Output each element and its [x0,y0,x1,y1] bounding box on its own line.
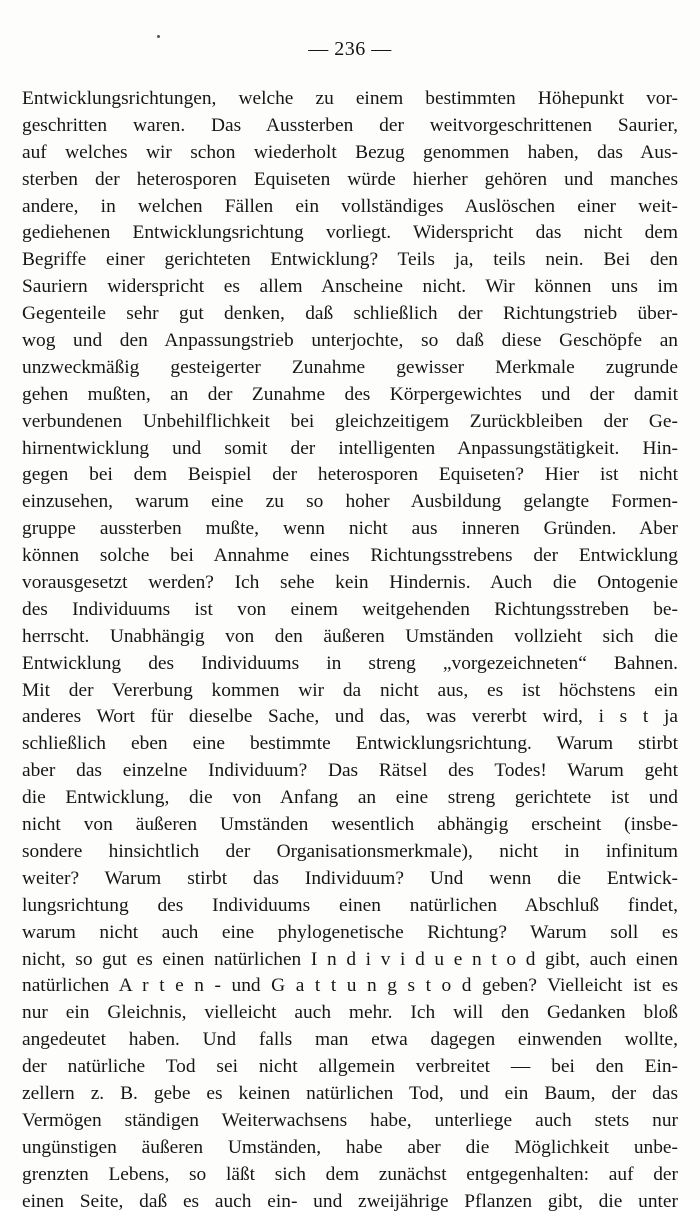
text-line-16: einzusehen, warum eine zu so hoher Ausbildung gelangte Formen- [22,491,678,513]
text-line-32: warum nicht auch eine phylogenetische Richtung? Warum soll es [22,921,678,943]
text-line-12: gehen mußten, an der Zunahme des Körpergewichtes und der damit [22,383,678,405]
text-line-24: anderes Wort für dieselbe Sache, und das, was vererbt wird, i s t ja [22,706,678,728]
text-line-36: angedeutet haben. Und falls man etwa dagegen einwenden wollte, [22,1029,678,1051]
text-line-38: zellern z. B. gebe es keinen natürlichen Tod, und ein Baum, der das [22,1082,678,1104]
text-line-8: Sauriern widerspricht es allem Anscheine nicht. Wir können uns im [22,276,678,298]
text-line-35: nur ein Gleichnis, vielleicht auch mehr. Ich will den Gedanken bloß [22,1002,678,1024]
text-line-40: ungünstigen äußeren Umständen, habe aber die Möglichkeit unbe- [22,1136,678,1158]
text-line-17: gruppe aussterben mußte, wenn nicht aus inneren Gründen. Aber [22,518,678,540]
text-line-23: Mit der Vererbung kommen wir da nicht aus, es ist höchstens ein [22,679,678,701]
text-line-19: vorausgesetzt werden? Ich sehe kein Hindernis. Auch die Ontogenie [22,572,678,594]
text-line-9: Gegenteile sehr gut denken, daß schließlich der Richtungstrieb über- [22,303,678,325]
text-line-29: sondere hinsichtlich der Organisationsmerkmale), nicht in infinitum [22,840,678,862]
text-line-33: nicht, so gut es einen natürlichen I n d i v i d u e n t o d gibt, auch einen [22,948,678,970]
text-line-34: natürlichen A r t e n - und G a t t u n g s t o d geben? Vielleicht ist es [22,975,678,997]
text-line-41: grenzten Lebens, so läßt sich dem zunächst entgegenhalten: auf der [22,1163,678,1185]
text-line-3: auf welches wir schon wiederholt Bezug genommen haben, das Aus- [22,141,678,163]
text-line-28: nicht von äußeren Umständen wesentlich abhängig erscheint (insbe- [22,814,678,836]
text-line-25: schließlich eben eine bestimmte Entwicklungsrichtung. Warum stirbt [22,733,678,755]
text-line-6: gediehenen Entwicklungsrichtung vorliegt. Widerspricht das nicht dem [22,222,678,244]
text-line-14: hirnentwicklung und somit der intelligenten Anpassungstätigkeit. Hin- [22,437,678,459]
text-line-26: aber das einzelne Individuum? Das Rätsel des Todes! Warum geht [22,760,678,782]
text-line-21: herrscht. Unabhängig von den äußeren Umständen vollzieht sich die [22,625,678,647]
text-line-37: der natürliche Tod sei nicht allgemein verbreitet — bei den Ein- [22,1056,678,1078]
text-line-39: Vermögen ständigen Weiterwachsens habe, unterliege auch stets nur [22,1109,678,1131]
page-number: — 236 — [308,38,392,60]
text-line-2: geschritten waren. Das Aussterben der weitvorgeschrittenen Saurier, [22,114,678,136]
text-line-18: können solche bei Annahme eines Richtungsstrebens der Entwicklung [22,545,678,567]
text-line-1: Entwicklungsrichtungen, welche zu einem bestimmten Höhepunkt vor- [22,88,678,109]
text-line-5: andere, in welchen Fällen ein vollständiges Auslöschen einer weit- [22,195,678,217]
text-line-13: verbundenen Unbehilflichkeit bei gleichzeitigem Zurückbleiben der Ge- [22,410,678,432]
text-line-7: Begriffe einer gerichteten Entwicklung? Teils ja, teils nein. Bei den [22,249,678,271]
body-text [22,86,678,1215]
text-line-20: des Individuums ist von einem weitgehenden Richtungsstreben be- [22,598,678,620]
text-line-27: die Entwicklung, die von Anfang an eine streng gerichtete ist und [22,787,678,809]
text-line-10: wog und den Anpassungstrieb unterjochte, so daß diese Geschöpfe an [22,330,678,352]
text-line-4: sterben der heterosporen Equiseten würde hierher gehören und manches [22,168,678,190]
text-line-30: weiter? Warum stirbt das Individuum? Und wenn die Entwick- [22,867,678,889]
text-line-15: gegen bei dem Beispiel der heterosporen Equiseten? Hier ist nicht [22,464,678,486]
text-line-31: lungsrichtung des Individuums einen natürlichen Abschluß findet, [22,894,678,916]
text-line-42: einen Seite, daß es auch ein- und zweijährige Pflanzen gibt, die unter [22,1190,678,1212]
text-line-11: unzweckmäßig gesteigerter Zunahme gewisser Merkmale zugrunde [22,356,678,378]
text-line-22: Entwicklung des Individuums in streng „vorgezeichneten“ Bahnen. [22,652,678,674]
